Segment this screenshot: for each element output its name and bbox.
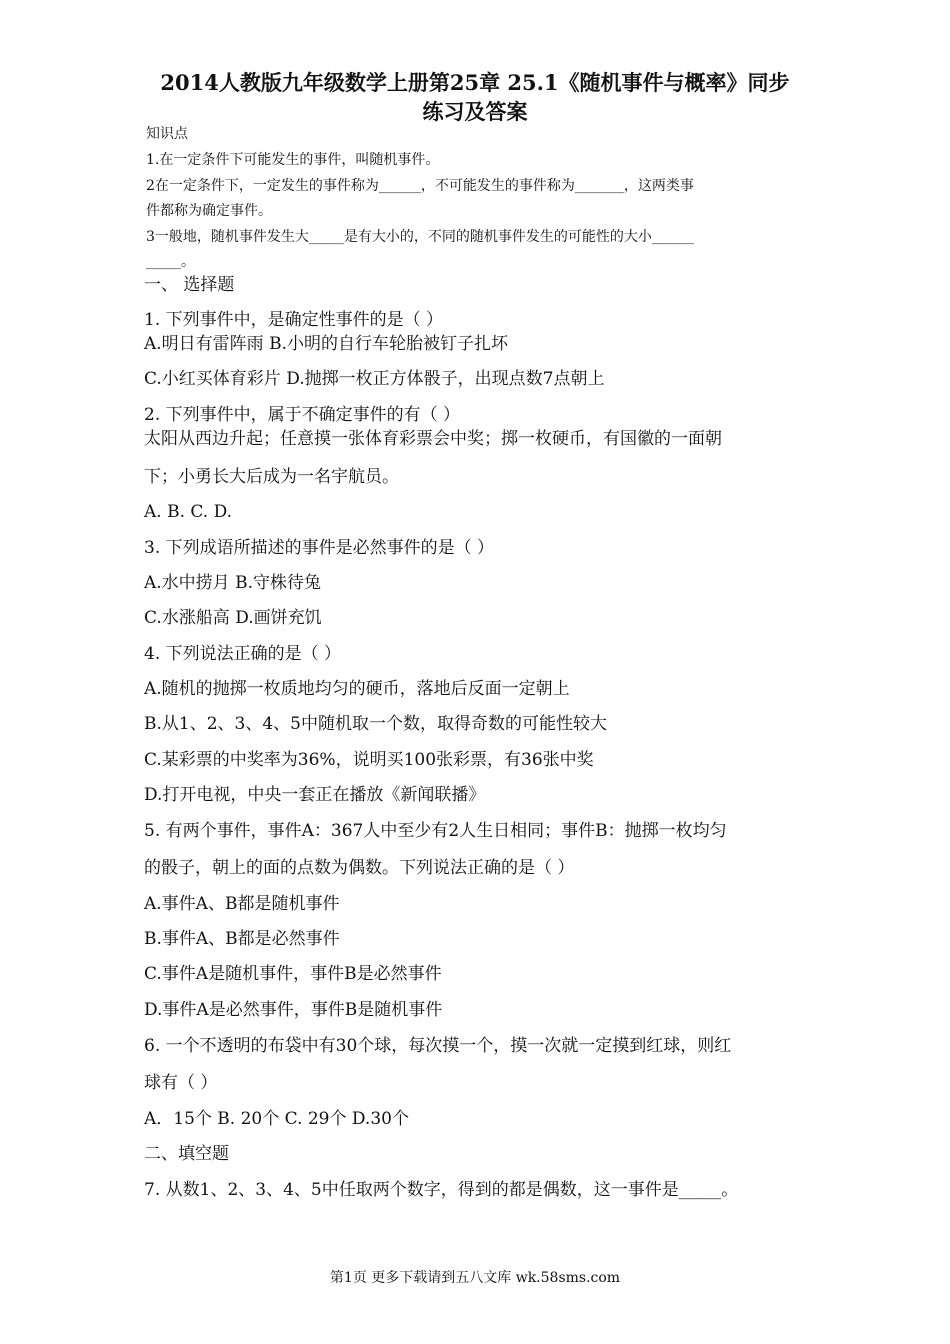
question-4: 4. 下列说法正确的是（ ）	[144, 644, 342, 664]
question-2: 2. 下列事件中，属于不确定事件的有（ ）	[144, 405, 461, 425]
knowledge-line: 1.在一定条件下可能发生的事件，叫随机事件。	[146, 152, 440, 168]
question-5-text: 的骰子，朝上的面的点数为偶数。下列说法正确的是（ ）	[144, 858, 575, 878]
knowledge-line: _____。	[146, 254, 195, 270]
question-5-option: C.事件A是随机事件，事件B是必然事件	[144, 964, 442, 984]
question-6-options: A．15个 B. 20个 C. 29个 D.30个	[144, 1109, 409, 1129]
question-6: 6. 一个不透明的布袋中有30个球，每次摸一个，摸一次就一定摸到红球，则红	[144, 1036, 732, 1056]
section-heading: 一、 选择题	[144, 275, 235, 295]
question-1-options: A.明日有雷阵雨 B.小明的自行车轮胎被钉子扎坏	[144, 334, 508, 354]
question-2-text: 下；小勇长大后成为一名宇航员。	[144, 467, 399, 487]
question-3-options: A.水中捞月 B.守株待兔	[144, 573, 321, 593]
question-5-option: A.事件A、B都是随机事件	[144, 894, 340, 914]
question-2-text: 太阳从西边升起；任意摸一张体育彩票会中奖；掷一枚硬币，有国徽的一面朝	[144, 429, 722, 449]
question-4-option: A.随机的抛掷一枚质地均匀的硬币，落地后反面一定朝上	[144, 679, 570, 699]
question-2-options: A. B. C. D.	[144, 502, 233, 522]
knowledge-line: 3一般地，随机事件发生大_____是有大小的，不同的随机事件发生的可能性的大小______	[146, 229, 694, 245]
knowledge-heading: 知识点	[146, 126, 188, 142]
document-title	[120, 68, 830, 126]
page-footer: 第1页 更多下载请到五八文库 wk.58sms.com	[329, 1270, 621, 1286]
title-line-1: 2014人教版九年级数学上册第25章 25.1《随机事件与概率》同步	[160, 70, 790, 95]
question-4-option: C.某彩票的中奖率为36%，说明买100张彩票，有36张中奖	[144, 750, 594, 770]
question-3-options: C.水涨船高 D.画饼充饥	[144, 608, 322, 628]
question-1-options: C.小红买体育彩片 D.抛掷一枚正方体骰子，出现点数7点朝上	[144, 369, 605, 389]
question-5-option: D.事件A是必然事件，事件B是随机事件	[144, 1000, 443, 1020]
question-1: 1. 下列事件中，是确定性事件的是（ ）	[144, 310, 444, 330]
section-heading: 二、填空题	[144, 1144, 229, 1164]
question-5-option: B.事件A、B都是必然事件	[144, 929, 340, 949]
knowledge-line: 2在一定条件下，一定发生的事件称为______，不可能发生的事件称为_______，这两类事	[146, 178, 694, 194]
knowledge-line: 件都称为确定事件。	[146, 203, 272, 219]
question-4-option: B.从1、2、3、4、5中随机取一个数，取得奇数的可能性较大	[144, 714, 607, 734]
question-7: 7. 从数1、2、3、4、5中任取两个数字，得到的都是偶数，这一事件是_____。	[144, 1180, 739, 1200]
question-3: 3. 下列成语所描述的事件是必然事件的是（ ）	[144, 538, 495, 558]
title-line-2: 练习及答案	[422, 99, 528, 124]
question-5: 5. 有两个事件，事件A：367人中至少有2人生日相同；事件B：抛掷一枚均匀	[144, 821, 727, 841]
question-4-option: D.打开电视，中央一套正在播放《新闻联播》	[144, 785, 486, 805]
question-6-text: 球有（ ）	[144, 1073, 218, 1093]
